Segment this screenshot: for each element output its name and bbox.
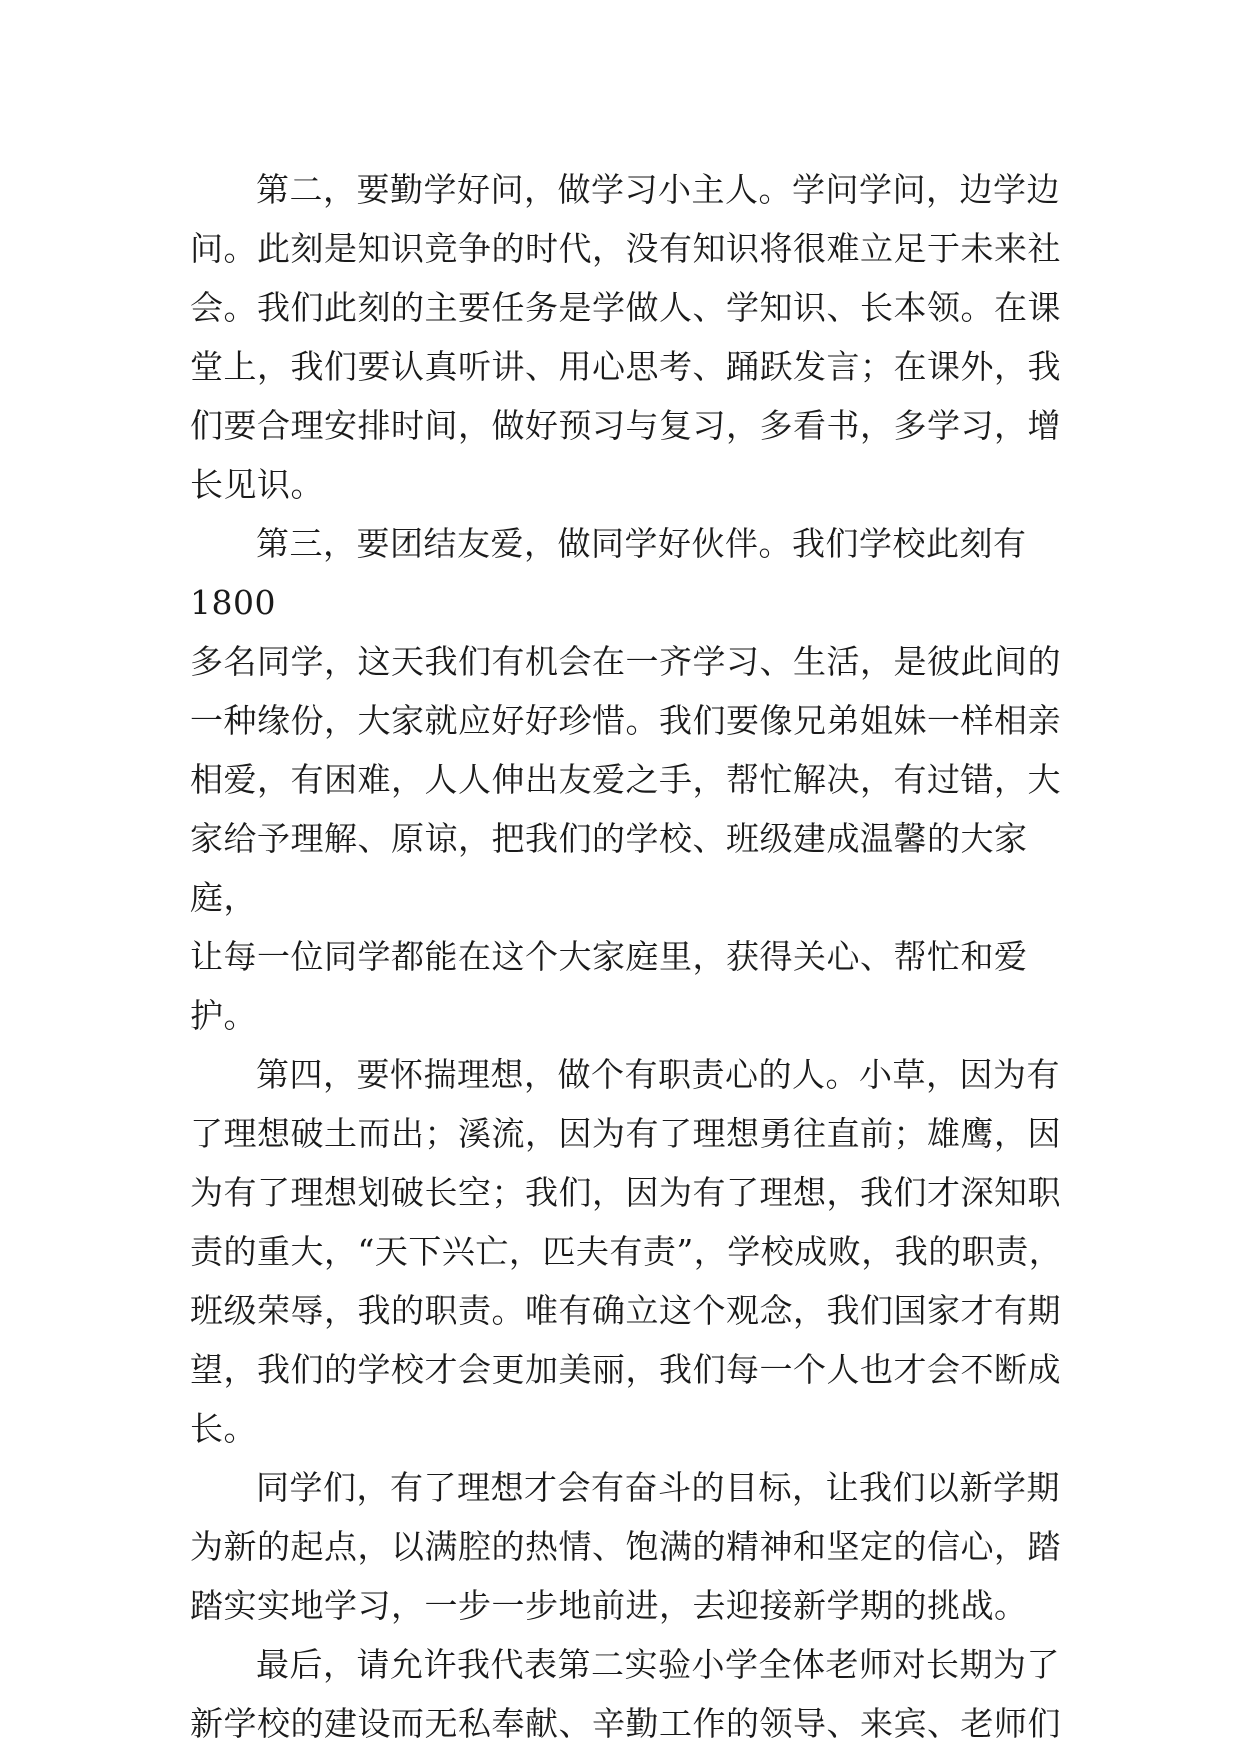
paragraph: 第三，要团结友爱，做同学好伙伴。我们学校此刻有 1800 多名同学，这天我们有机会在一齐学习、生活，是彼此间的 一种缘份，大家就应好好珍惜。我们要像兄弟姐妹一样相亲 相爱，有困难，人人伸出友爱之手，帮忙解决，有过错，大 家给予理解、原谅，把我们的学校、班级建成温馨的大家庭， 让每一位同学都能在这个大家庭里，获得关心、帮忙和爱护。 — [190, 524, 1061, 1035]
paragraph: 同学们，有了理想才会有奋斗的目标，让我们以新学期 为新的起点，以满腔的热情、饱满的精神和坚定的信心，踏 踏实实地学习，一步一步地前进，去迎接新学期的挑战。 — [190, 1468, 1061, 1625]
paragraph: 最后，请允许我代表第二实验小学全体老师对长期为了 新学校的建设而无私奉献、辛勤工作的领导、来宾、老师们 — [190, 1645, 1061, 1743]
document-body — [190, 160, 1070, 1753]
paragraph: 第二，要勤学好问，做学习小主人。学问学问，边学边 问。此刻是知识竞争的时代，没有知识将很难立足于未来社 会。我们此刻的主要任务是学做人、学知识、长本领。在课 堂上，我们要认真听讲、用心思考、踊跃发言；在课外，我 们要合理安排时间，做好预习与复习，多看书，多学习，增 长见识。 — [190, 170, 1061, 504]
paragraph: 第四，要怀揣理想，做个有职责心的人。小草，因为有 了理想破土而出；溪流，因为有了理想勇往直前；雄鹰，因 为有了理想划破长空；我们，因为有了理想，我们才深知职 责的重大，“天下兴亡，匹夫有责”，学校成败，我的职责， 班级荣辱，我的职责。唯有确立这个观念，我们国家才有期 望，我们的学校才会更加美丽，我们每一个人也才会不断成 长。 — [190, 1055, 1063, 1448]
